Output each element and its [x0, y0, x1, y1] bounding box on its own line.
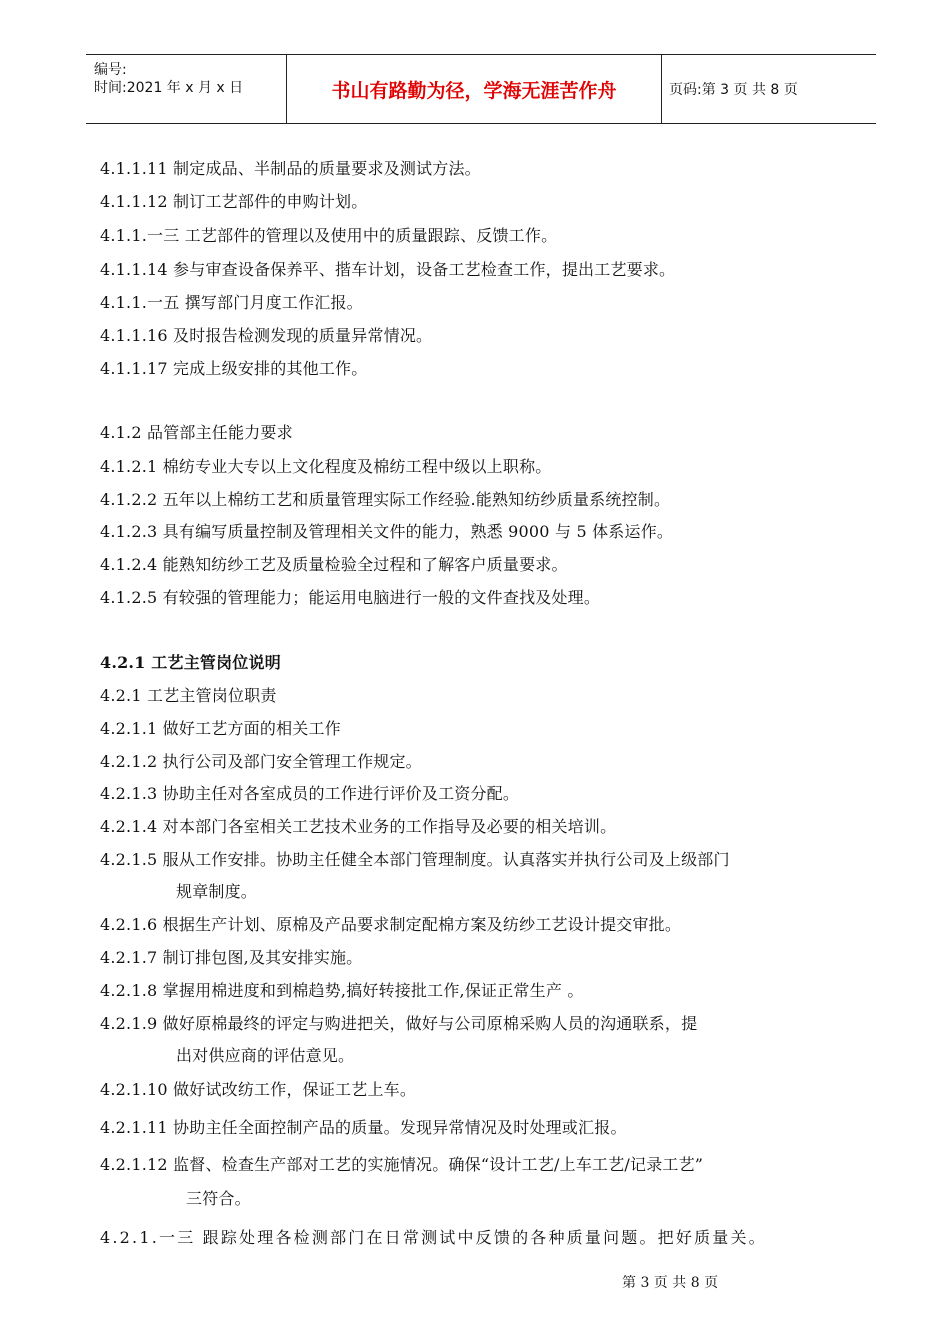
- body-line: 4.1.1.16 及时报告检测发现的质量异常情况。: [100, 326, 433, 345]
- body-line: 4.2.1.5 服从工作安排。协助主任健全本部门管理制度。认真落实并执行公司及上级部门: [100, 850, 730, 869]
- body-line: 4.2.1.7 制订排包图,及其安排实施。: [100, 948, 363, 967]
- section-heading: 4.1.2 品管部主任能力要求: [100, 423, 293, 442]
- number-label: 编号:: [94, 62, 127, 78]
- body-line-continuation: 规章制度。: [176, 882, 258, 901]
- body-line: 4.1.2.1 棉纺专业大专以上文化程度及棉纺工程中级以上职称。: [100, 457, 552, 476]
- section-heading: 4.2.1 工艺主管岗位职责: [100, 686, 277, 705]
- body-line: 4.1.2.2 五年以上棉纺工艺和质量管理实际工作经验.能熟知纺纱质量系统控制。: [100, 490, 671, 509]
- body-line: 4.1.1.12 制订工艺部件的申购计划。: [100, 192, 368, 211]
- body-line: 4.1.1.一三 工艺部件的管理以及使用中的质量跟踪、反馈工作。: [100, 226, 558, 245]
- body-line: 4.1.2.3 具有编写质量控制及管理相关文件的能力，熟悉 9000 与 5 体系运作。: [100, 522, 674, 541]
- body-line: 4.2.1.9 做好原棉最终的评定与购进把关，做好与公司原棉采购人员的沟通联系，提: [100, 1014, 698, 1033]
- body-line: 4.2.1.12 监督、检查生产部对工艺的实施情况。确保“设计工艺/上车工艺/记录工艺”: [100, 1155, 704, 1174]
- body-line: 4.2.1.1 做好工艺方面的相关工作: [100, 719, 341, 738]
- body-line-continuation: 三符合。: [186, 1189, 251, 1208]
- body-line: 4.1.1.17 完成上级安排的其他工作。: [100, 359, 368, 378]
- body-line: 4.2.1.2 执行公司及部门安全管理工作规定。: [100, 752, 422, 771]
- time-label: 时间:2021 年 x 月 x 日: [94, 80, 244, 96]
- body-line: 4.1.2.4 能熟知纺纱工艺及质量检验全过程和了解客户质量要求。: [100, 555, 568, 574]
- body-line: 4.2.1.6 根据生产计划、原棉及产品要求制定配棉方案及纺纱工艺设计提交审批。: [100, 915, 682, 934]
- body-line: 4.1.2.5 有较强的管理能力；能运用电脑进行一般的文件查找及处理。: [100, 588, 601, 607]
- body-line: 4.1.1.14 参与审查设备保养平、揩车计划，设备工艺检查工作，提出工艺要求。: [100, 260, 676, 279]
- header-motto: 书山有路勤为径，学海无涯苦作舟: [287, 55, 662, 123]
- page-header: [86, 54, 876, 124]
- body-line: 4.2.1.一三 跟踪处理各检测部门在日常测试中反馈的各种质量问题。把好质量关。: [100, 1228, 767, 1247]
- body-line: 4.1.1.11 制定成品、半制品的质量要求及测试方法。: [100, 159, 481, 178]
- body-line: 4.2.1.4 对本部门各室相关工艺技术业务的工作指导及必要的相关培训。: [100, 817, 617, 836]
- header-meta-cell: [86, 55, 287, 123]
- section-title: 4.2.1 工艺主管岗位说明: [100, 653, 281, 672]
- body-line: 4.2.1.10 做好试改纺工作，保证工艺上车。: [100, 1080, 417, 1099]
- body-line: 4.2.1.11 协助主任全面控制产品的质量。发现异常情况及时处理或汇报。: [100, 1118, 627, 1137]
- body-line: 4.2.1.3 协助主任对各室成员的工作进行评价及工资分配。: [100, 784, 520, 803]
- page-footer: 第 3 页 共 8 页: [622, 1275, 719, 1291]
- body-line: 4.2.1.8 掌握用棉进度和到棉趋势,搞好转接批工作,保证正常生产 。: [100, 981, 584, 1000]
- body-line: 4.1.1.一五 撰写部门月度工作汇报。: [100, 293, 363, 312]
- header-page-label: 页码:第 3 页 共 8 页: [669, 82, 798, 98]
- body-line-continuation: 出对供应商的评估意见。: [176, 1046, 355, 1065]
